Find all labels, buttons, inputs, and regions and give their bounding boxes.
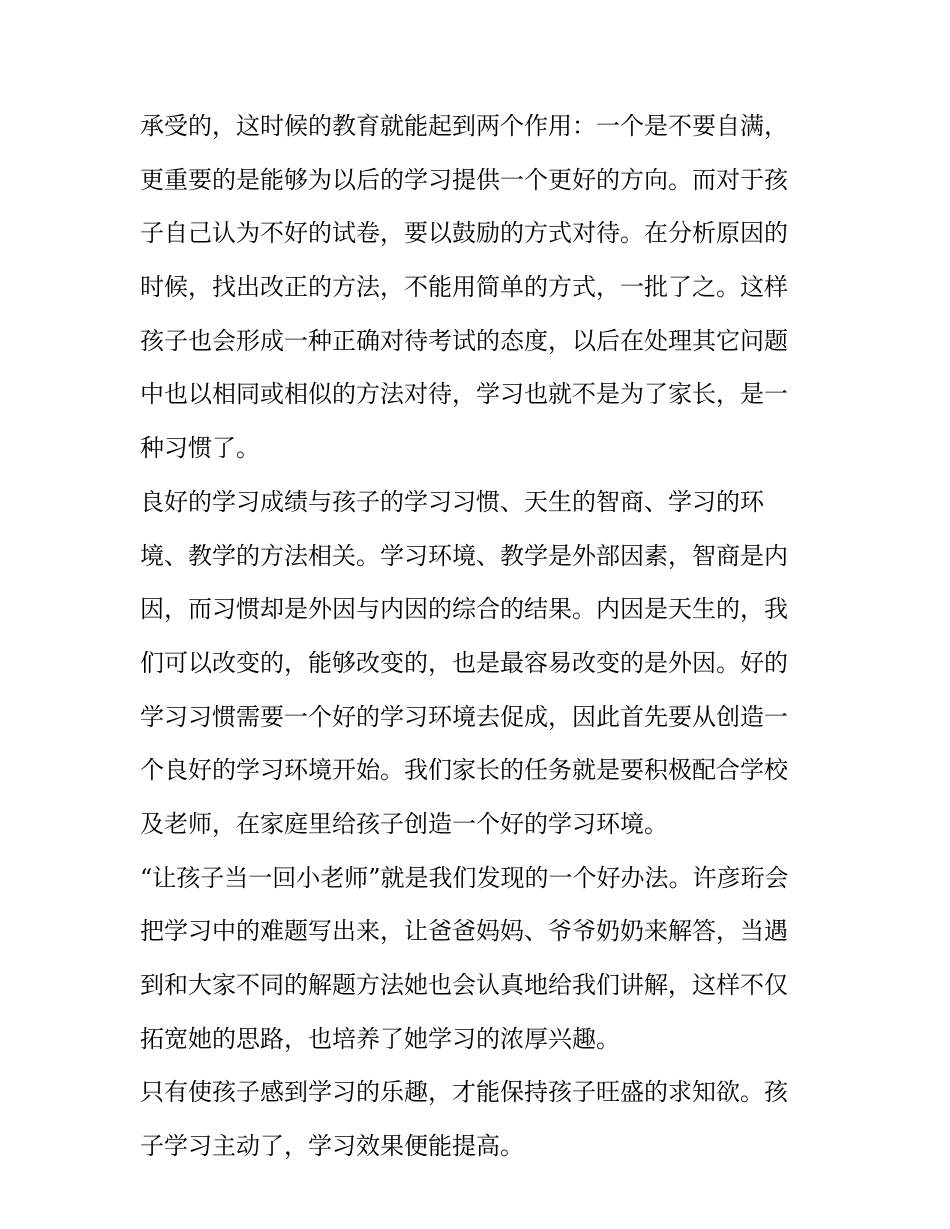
text-line: 们可以改变的，能够改变的，也是最容易改变的是外因。好的: [140, 648, 788, 677]
text-line: 把学习中的难题写出来，让爸爸妈妈、爷爷奶奶来解答，当遇: [140, 917, 788, 946]
paragraph-1: [140, 100, 820, 476]
paragraph-3: [140, 852, 820, 1067]
text-line: 个良好的学习环境开始。我们家长的任务就是要积极配合学校: [140, 756, 788, 785]
text-line: 子自己认为不好的试卷，要以鼓励的方式对待。在分析原因的: [140, 219, 788, 248]
body-text: [140, 100, 820, 1174]
text-line: 因，而习惯却是外因与内因的综合的结果。内因是天生的，我: [140, 595, 788, 624]
text-line: “让孩子当一回小老师”就是我们发现的一个好办法。许彦珩会: [140, 863, 789, 892]
text-line: 更重要的是能够为以后的学习提供一个更好的方向。而对于孩: [140, 165, 788, 194]
text-line: 时候，找出改正的方法，不能用简单的方式，一批了之。这样: [140, 273, 788, 302]
text-line: 良好的学习成绩与孩子的学习习惯、天生的智商、学习的环: [140, 487, 764, 516]
text-line: 境、教学的方法相关。学习环境、教学是外部因素，智商是内: [140, 541, 788, 570]
text-line: 种习惯了。: [140, 434, 260, 463]
text-line: 学习习惯需要一个好的学习环境去促成，因此首先要从创造一: [140, 702, 788, 731]
paragraph-4: [140, 1066, 820, 1173]
paragraph-2: [140, 476, 820, 852]
text-line: 及老师，在家庭里给孩子创造一个好的学习环境。: [140, 809, 668, 838]
text-line: 孩子也会形成一种正确对待考试的态度，以后在处理其它问题: [140, 326, 788, 355]
text-line: 拓宽她的思路，也培养了她学习的浓厚兴趣。: [140, 1024, 620, 1053]
text-line: 承受的，这时候的教育就能起到两个作用：一个是不要自满，: [140, 112, 788, 140]
text-line: 到和大家不同的解题方法她也会认真地给我们讲解，这样不仅: [140, 971, 788, 999]
text-line: 只有使孩子感到学习的乐趣，才能保持孩子旺盛的求知欲。孩: [140, 1078, 788, 1107]
text-line: 中也以相同或相似的方法对待，学习也就不是为了家长，是一: [140, 380, 788, 409]
text-line: 子学习主动了，学习效果便能提高。: [140, 1132, 524, 1161]
